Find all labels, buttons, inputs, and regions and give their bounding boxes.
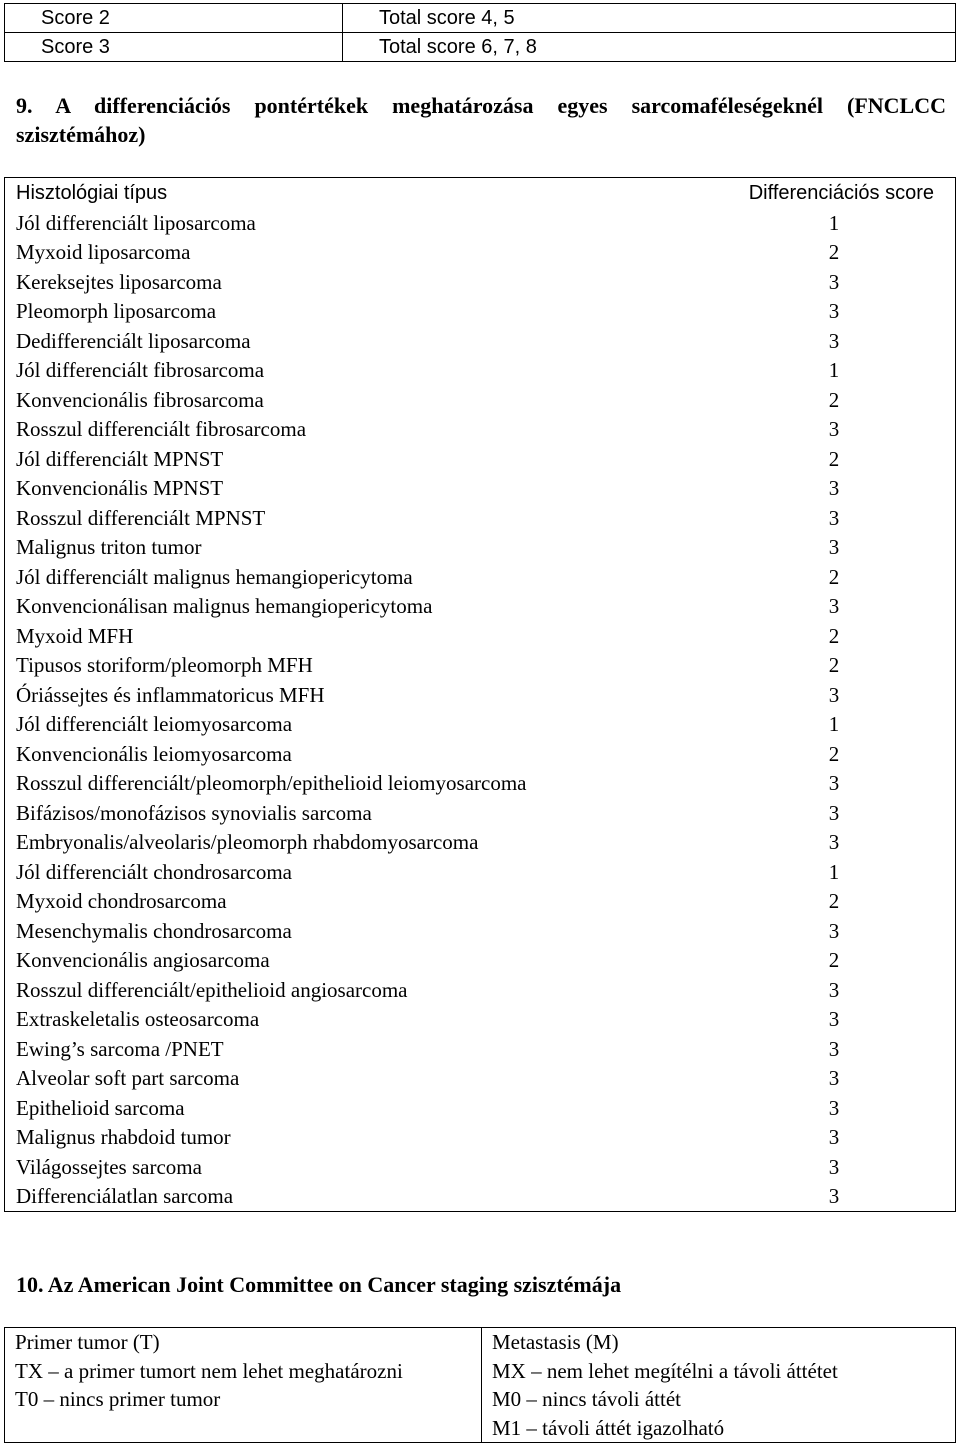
histology-type: Jól differenciált chondrosarcoma	[16, 859, 293, 884]
histology-type: Jól differenciált leiomyosarcoma	[16, 712, 293, 736]
table-row	[16, 887, 946, 917]
section-10-heading: 10. Az American Joint Committee on Cancer staging szisztémája	[16, 1272, 622, 1297]
table-row	[16, 474, 946, 504]
metastasis-line: MX – nem lehet megítélni a távoli áttétet	[492, 1358, 838, 1383]
table-row	[16, 651, 946, 681]
table-row	[16, 415, 946, 445]
table-row	[16, 1123, 946, 1153]
table-row	[16, 592, 946, 622]
column-header-score: Differenciációs score	[748, 182, 934, 204]
section-9-heading: 9. A differenciációs pontértékek meghatározása egyes sarcomaféleségeknél (FNCLCC szisztémához)	[16, 93, 946, 147]
differentiation-score: 2	[828, 446, 840, 471]
histology-type: Extraskeletalis osteosarcoma	[16, 1007, 260, 1031]
histology-type: Embryonalis/alveolaris/pleomorph rhabdomyosarcoma	[16, 830, 479, 854]
histology-type: Jól differenciált MPNST	[16, 446, 224, 471]
table-row	[16, 386, 946, 416]
differentiation-score: 3	[828, 417, 840, 441]
differentiation-score: 3	[828, 918, 840, 943]
ajcc-staging-table	[4, 1327, 956, 1443]
histology-type: Rosszul differenciált MPNST	[16, 505, 266, 530]
primer-tumor-line: TX – a primer tumort nem lehet meghatározni	[15, 1358, 403, 1383]
table-row	[16, 1094, 946, 1124]
metastasis-cell	[482, 1328, 956, 1443]
table-row	[16, 858, 946, 888]
metastasis-line: M1 – távoli áttét igazolható	[492, 1415, 725, 1440]
differentiation-score: 3	[828, 535, 840, 559]
differentiation-score: 1	[828, 859, 840, 884]
differentiation-score: 3	[828, 682, 840, 707]
histology-type: Alveolar soft part sarcoma	[16, 1066, 240, 1090]
total-score-cell: Total score 4, 5	[343, 4, 956, 33]
histology-type: Konvencionálisan malignus hemangiopericytoma	[16, 594, 433, 618]
differentiation-score: 3	[828, 328, 840, 353]
score-row	[5, 4, 956, 33]
score-cell: Score 2	[5, 4, 343, 33]
differentiation-score: 1	[828, 210, 840, 235]
table-row	[16, 238, 946, 268]
histology-type: Jól differenciált liposarcoma	[16, 210, 256, 235]
histology-type: Malignus triton tumor	[16, 535, 202, 559]
differentiation-score: 2	[828, 623, 840, 648]
differentiation-score: 2	[828, 889, 840, 913]
table-row	[16, 1153, 946, 1183]
table-header	[16, 179, 946, 209]
differentiation-score: 3	[828, 1125, 840, 1149]
histology-type: Kereksejtes liposarcoma	[16, 269, 222, 294]
histology-type: Rosszul differenciált/epithelioid angiosarcoma	[16, 977, 408, 1002]
table-row	[16, 622, 946, 652]
score-table	[4, 3, 956, 62]
differentiation-score: 3	[828, 1095, 840, 1120]
histology-type: Tipusos storiform/pleomorph MFH	[16, 653, 313, 677]
differentiation-score: 3	[828, 771, 840, 795]
differentiation-score: 3	[828, 505, 840, 530]
table-row	[16, 533, 946, 563]
column-header-type: Hisztológiai típus	[16, 182, 168, 204]
metastasis-title: Metastasis (M)	[492, 1330, 619, 1354]
table-row	[16, 1035, 946, 1065]
primer-tumor-title: Primer tumor (T)	[15, 1330, 160, 1354]
table-row	[16, 445, 946, 475]
table-row	[16, 946, 946, 976]
differentiation-score: 3	[828, 977, 840, 1002]
histology-type: Differenciálatlan sarcoma	[16, 1184, 234, 1208]
differentiation-score: 3	[828, 800, 840, 825]
differentiation-score: 2	[828, 653, 840, 677]
table-row	[16, 504, 946, 534]
score-row	[5, 33, 956, 62]
table-row	[16, 268, 946, 298]
histology-type: Konvencionális leiomyosarcoma	[16, 741, 292, 766]
table-row	[16, 917, 946, 947]
differentiation-score: 1	[828, 712, 840, 736]
histology-type: Pleomorph liposarcoma	[16, 299, 217, 323]
histology-type: Konvencionális MPNST	[16, 476, 224, 500]
table-row	[16, 1005, 946, 1035]
table-row	[16, 740, 946, 770]
differentiation-score: 2	[828, 741, 840, 766]
histology-type: Epithelioid sarcoma	[16, 1095, 185, 1120]
histology-type: Konvencionális angiosarcoma	[16, 948, 270, 972]
histology-type: Dedifferenciált liposarcoma	[16, 328, 251, 353]
histology-type: Rosszul differenciált/pleomorph/epithelioid leiomyosarcoma	[16, 771, 527, 795]
histology-type: Világossejtes sarcoma	[16, 1154, 202, 1179]
histology-type: Rosszul differenciált fibrosarcoma	[16, 417, 307, 441]
histology-type: Bifázisos/monofázisos synovialis sarcoma	[16, 800, 372, 825]
total-score-cell: Total score 6, 7, 8	[343, 33, 956, 62]
differentiation-score: 3	[828, 594, 840, 618]
table-row	[16, 828, 946, 858]
histology-type: Myxoid liposarcoma	[16, 240, 191, 264]
differentiation-score: 3	[828, 1154, 840, 1179]
primer-tumor-line: T0 – nincs primer tumor	[15, 1387, 221, 1411]
differentiation-score: 3	[828, 1184, 840, 1208]
differentiation-score: 3	[828, 299, 840, 323]
table-row	[16, 209, 946, 239]
differentiation-score: 2	[828, 387, 840, 412]
differentiation-score: 3	[828, 1066, 840, 1090]
histology-type: Mesenchymalis chondrosarcoma	[16, 918, 292, 943]
score-cell: Score 3	[5, 33, 343, 62]
table-row	[16, 1182, 946, 1212]
histology-type: Óriássejtes és inflammatoricus MFH	[16, 682, 325, 707]
differentiation-score: 3	[828, 1007, 840, 1031]
differentiation-score-table	[4, 177, 956, 1212]
table-row	[16, 681, 946, 711]
differentiation-score: 2	[828, 240, 840, 264]
differentiation-score: 2	[828, 564, 840, 589]
differentiation-score: 1	[828, 358, 840, 382]
histology-type: Myxoid MFH	[16, 623, 134, 648]
table-row	[16, 297, 946, 327]
table-row	[16, 799, 946, 829]
primer-tumor-cell	[5, 1328, 482, 1443]
differentiation-score: 3	[828, 1036, 840, 1061]
differentiation-score: 2	[828, 948, 840, 972]
histology-type: Konvencionális fibrosarcoma	[16, 387, 264, 412]
metastasis-line: M0 – nincs távoli áttét	[492, 1387, 681, 1411]
differentiation-score: 3	[828, 830, 840, 854]
table-row	[16, 976, 946, 1006]
histology-type: Jól differenciált malignus hemangiopericytoma	[16, 564, 413, 589]
differentiation-score: 3	[828, 476, 840, 500]
table-row	[16, 356, 946, 386]
table-row	[16, 769, 946, 799]
table-row	[16, 563, 946, 593]
histology-type: Jól differenciált fibrosarcoma	[16, 358, 265, 382]
histology-type: Ewing’s sarcoma /PNET	[16, 1036, 224, 1061]
table-row	[16, 710, 946, 740]
histology-type: Myxoid chondrosarcoma	[16, 889, 227, 913]
table-row	[16, 1064, 946, 1094]
histology-type: Malignus rhabdoid tumor	[16, 1125, 231, 1149]
table-row	[16, 327, 946, 357]
differentiation-score: 3	[828, 269, 840, 294]
